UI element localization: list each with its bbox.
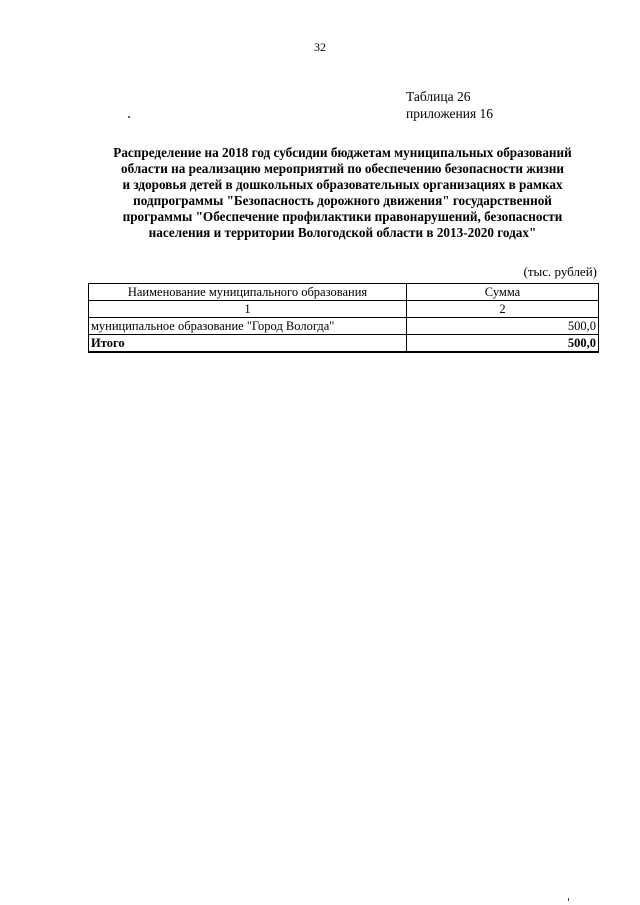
column-number-1: 1 — [89, 301, 407, 318]
column-number-2: 2 — [407, 301, 599, 318]
row-amount: 500,0 — [407, 318, 599, 335]
title-line: Распределение на 2018 год субсидии бюджетам муниципальных образований — [113, 145, 572, 160]
title-line: и здоровья детей в дошкольных образовательных организациях в рамках — [122, 177, 563, 192]
scan-speck — [568, 898, 569, 901]
table-reference — [406, 88, 493, 122]
table-header-row — [89, 284, 599, 301]
total-amount: 500,0 — [407, 335, 599, 353]
title-line: области на реализацию мероприятий по обеспечению безопасности жизни — [121, 161, 564, 176]
page-number: 32 — [314, 40, 326, 54]
total-label: Итого — [89, 335, 407, 353]
title-line: населения и территории Вологодской области в 2013-2020 годах" — [148, 225, 537, 240]
scan-speck — [128, 116, 130, 118]
title-line: программы "Обеспечение профилактики правонарушений, безопасности — [122, 209, 563, 224]
header-municipality: Наименование муниципального образования — [89, 284, 407, 301]
units-label: (тыс. рублей) — [523, 264, 597, 279]
title-line: подпрограммы "Безопасность дорожного движения" государственной — [133, 193, 552, 208]
header-amount: Сумма — [407, 284, 599, 301]
table-number-row — [89, 301, 599, 318]
row-municipality-name: муниципальное образование "Город Вологда" — [89, 318, 407, 335]
table-ref-line2: приложения 16 — [406, 106, 494, 121]
document-title — [80, 145, 605, 241]
table-row — [89, 318, 599, 335]
table-total-row — [89, 335, 599, 353]
table-ref-line1: Таблица 26 — [406, 89, 471, 104]
subsidy-table — [88, 283, 599, 353]
